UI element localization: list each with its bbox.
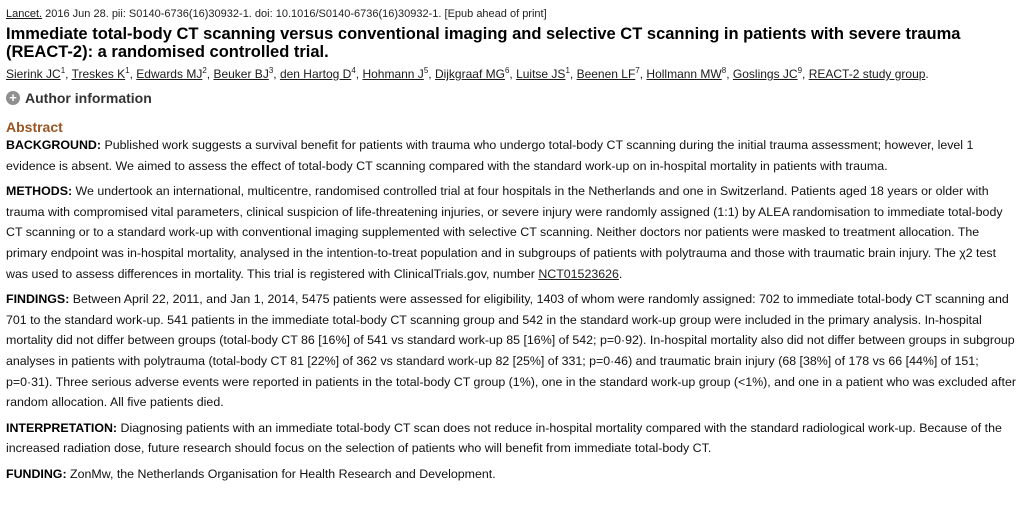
trial-registry-link[interactable]: NCT01523626 [538, 266, 619, 281]
citation-details: 2016 Jun 28. pii: S0140-6736(16)30932-1. doi: 10.1016/S0140-6736(16)30932-1. [Epub ahead of print] [42, 8, 547, 20]
author-link[interactable]: Hollmann MW [646, 67, 722, 81]
section-methods [6, 181, 1020, 284]
journal-link[interactable]: Lancet. [6, 8, 43, 20]
author-affiliation-number: 8 [721, 66, 727, 75]
author-affiliation-number: 7 [635, 66, 640, 75]
author-affiliation-number: 3 [268, 66, 274, 75]
author-link[interactable]: den Hartog D [279, 67, 352, 81]
author-link[interactable]: Edwards MJ [136, 67, 203, 81]
abstract-heading: Abstract [6, 119, 63, 135]
section-interpretation [6, 418, 1020, 459]
author-affiliation-number: 4 [351, 66, 356, 75]
author-link[interactable]: Beuker BJ [213, 67, 269, 81]
section-text-background: Published work suggests a survival benefit for patients with trauma who undergo total-body CT scanning during the initial trauma assessment; however, level 1 evidence is absent. We aimed to assess the effect of total-body CT scanning compared with the standard work-up on in-hospital mortality in patients with trauma. [6, 138, 974, 173]
author-link[interactable]: Dijkgraaf MG [434, 67, 505, 81]
section-text-methods: We undertook an international, multicentre, randomised controlled trial at four hospitals in the Netherlands and one in Switzerland. Patients aged 18 years or older with trauma with compromised vital parameters, clinical suspicion of life-threatening injuries, or severe injury were randomly assigned (1:1) by ALEA randomisation to immediate total-body CT scanning or to a standard work-up with conventional imaging supplemented with selective CT scanning. Neither doctors nor patients were masked to treatment allocation. The primary endpoint was in-hospital mortality, analysed in the intention-to-treat population and in subgroups of patients with polytrauma and those with traumatic brain injury. The χ2 test was used to assess differences in mortality. This trial is registered with ClinicalTrials.gov, number [6, 184, 1003, 281]
author-affiliation-number: 1 [565, 66, 570, 75]
plus-circle-icon[interactable]: + [6, 91, 20, 105]
section-text-methods-end: . [618, 266, 623, 281]
section-text-funding: ZonMw, the Netherlands Organisation for Health Research and Development. [66, 466, 496, 481]
author-link[interactable]: Treskes K [71, 67, 126, 81]
section-label-funding: FUNDING: [6, 466, 67, 481]
section-label-findings: FINDINGS: [6, 292, 70, 307]
author-link[interactable]: REACT-2 study group [808, 67, 926, 81]
section-text-findings: Between April 22, 2011, and Jan 1, 2014, 5475 patients were assessed for eligibility, 1403 of whom were randomly assigned: 702 to immediate total-body CT scanning and 701 to the standard work-up. 541 patients in the immediate total-body CT scanning group and 542 in the standard work-up group were included in the primary analysis. In-hospital mortality did not differ between groups (total-body CT 86 [16%] of 541 vs standard work-up 85 [16%] of 542; p=0·92). In-hospital mortality also did not differ between groups in subgroup analyses in patients with polytrauma (total-body CT 81 [22%] of 362 vs standard work-up 82 [25%] of 331; p=0·46) and traumatic brain injury (68 [38%] of 178 vs 66 [44%] of 151; p=0·31). Three serious adverse events were reported in patients in the total-body CT group (1%), one in the standard work-up group (<1%), and one in a patient who was excluded after random allocation. All five patients died. [6, 292, 1016, 410]
author-link[interactable]: Sierink JC [6, 67, 61, 81]
author-affiliation-number: 2 [202, 66, 207, 75]
author-link[interactable]: Hohmann J [362, 67, 424, 81]
author-information-label[interactable]: Author information [25, 90, 152, 106]
citation-line [6, 6, 1020, 22]
author-link[interactable]: Luitse JS [516, 67, 566, 81]
section-label-methods: METHODS: [6, 184, 73, 199]
author-link[interactable]: Beenen LF [576, 67, 636, 81]
section-background [6, 135, 1020, 176]
author-affiliation-number: 1 [125, 66, 130, 75]
author-link[interactable]: Goslings JC [732, 67, 798, 81]
author-information-toggle[interactable] [6, 88, 1020, 108]
author-affiliation-number: 5 [423, 66, 429, 75]
article-title: Immediate total-body CT scanning versus conventional imaging and selective CT scanning in patients with severe trauma (REACT-2): a randomised controlled trial. [6, 25, 961, 61]
section-findings [6, 289, 1020, 413]
author-affiliation-number: 9 [797, 66, 803, 75]
section-label-interpretation: INTERPRETATION: [6, 420, 118, 435]
section-text-interpretation: Diagnosing patients with an immediate total-body CT scan does not reduce in-hospital mortality compared with the standard radiological work-up. Because of the increased radiation dose, future research should focus on the selection of patients who will benefit from immediate total-body CT. [6, 420, 1002, 456]
author-list: Sierink $JC^1$, Treskes $K^1$, Edwards $MJ^2$, Beuker $BJ^3$, den Hartog $D^4$, Hohmann $J^5$, Dijkgraaf $MG^6$, Luitse $JS^1$, Beenen $LF^7$, Hollmann $MW^8$, Goslings $JC^9$, REACT-2 study group. [6, 66, 929, 81]
author-affiliation-number: 1 [60, 66, 66, 75]
author-affiliation-number: 6 [504, 66, 510, 75]
section-funding [6, 464, 1020, 485]
section-label-background: BACKGROUND: [6, 138, 101, 152]
